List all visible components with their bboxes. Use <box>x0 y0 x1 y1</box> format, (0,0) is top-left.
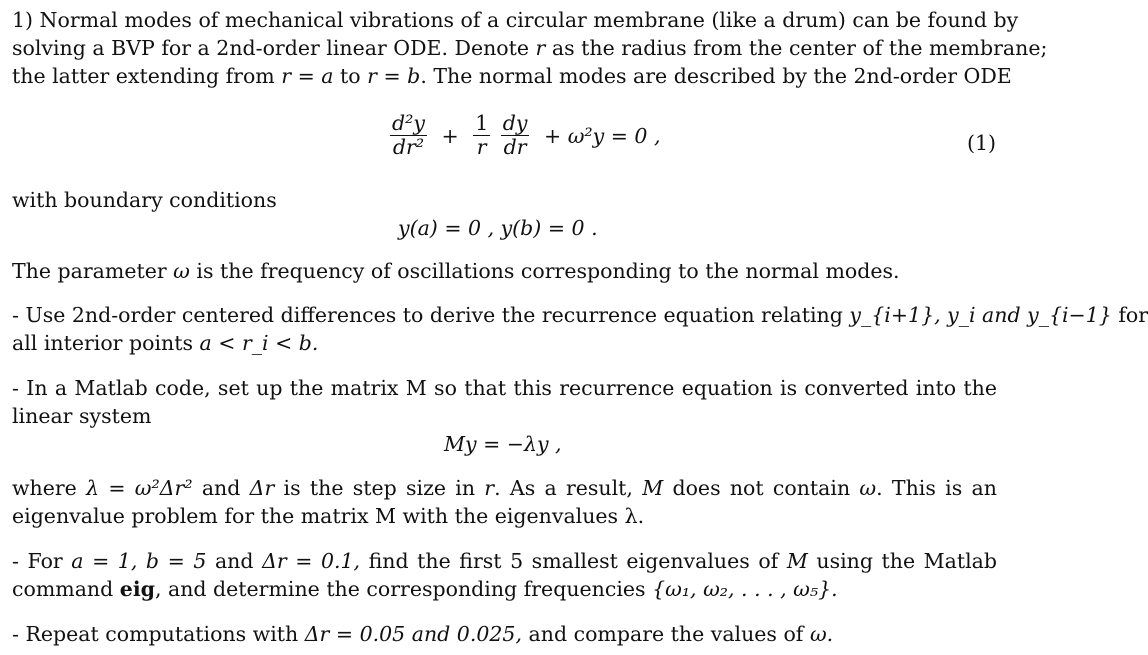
bullet-2-line-2: linear system <box>12 404 152 428</box>
problem-text: , and determine the corresponding frequencies <box>154 577 646 601</box>
problem-line-3 <box>12 64 1012 88</box>
problem-text: all interior points <box>12 331 193 355</box>
problem-text: using the Matlab <box>816 549 998 573</box>
second-derivative-fraction <box>390 112 427 159</box>
problem-text: the latter extending from <box>12 64 275 88</box>
omega-variable: ω <box>173 259 190 283</box>
fraction-denominator: dr² <box>392 135 425 159</box>
problem-text: command <box>12 577 114 601</box>
problem-text: - For <box>12 549 63 573</box>
fraction-denominator: r <box>476 135 487 159</box>
boundary-conditions: y(a) = 0 , y(b) = 0 . <box>398 216 598 240</box>
problem-text: is the frequency of oscillations corresponding to the normal modes. <box>196 259 900 283</box>
problem-text: . As a result, <box>494 476 633 500</box>
lambda-definition: λ = ω²Δr² <box>86 476 193 500</box>
step-size-symbol: Δr <box>249 476 275 500</box>
problem-text: for <box>1118 303 1148 327</box>
problem-text: where <box>12 476 77 500</box>
ode-equation <box>388 112 667 159</box>
problem-text: 1) Normal modes of mechanical vibrations of a circular membrane (like a drum) can be found by <box>12 8 1019 32</box>
problem-text: . The normal modes are described by the 2nd-order ODE <box>420 64 1012 88</box>
problem-text: find the first 5 smallest eigenvalues of <box>368 549 779 573</box>
where-line-1 <box>12 476 997 500</box>
problem-text: The parameter <box>12 259 167 283</box>
problem-text: . This is an <box>876 476 997 500</box>
problem-line-1 <box>12 8 1019 32</box>
linear-system-equation: My = −λy , <box>444 432 562 456</box>
bullet-4-line <box>12 622 833 646</box>
problem-text: and compare the values of <box>528 622 804 646</box>
equation-tail: + ω²y = 0 , <box>544 123 661 148</box>
bullet-1-line-2 <box>12 331 318 355</box>
interior-points-expr: a < r_i < b. <box>199 331 319 355</box>
parameter-a: a = 1, <box>71 549 138 573</box>
plus-sign: + <box>441 123 459 148</box>
fraction-numerator: d²y <box>392 111 425 135</box>
problem-text: is the step size in <box>283 476 476 500</box>
fraction-numerator: 1 <box>475 111 489 135</box>
bullet-3-line-2 <box>12 577 838 601</box>
bullet-3-line-1 <box>12 549 997 573</box>
matrix-symbol: M <box>642 476 664 500</box>
radius-variable: r <box>484 476 495 500</box>
problem-text: does not contain <box>672 476 851 500</box>
problem-text: and <box>214 549 254 573</box>
omega-variable: ω. <box>809 622 834 646</box>
problem-text: as the radius from the center of the membrane; <box>551 36 1048 60</box>
problem-text: - Repeat computations with <box>12 622 299 646</box>
fraction-numerator: dy <box>502 111 528 135</box>
bullet-1-line-1 <box>12 303 1148 327</box>
frequency-set: {ω₁, ω₂, . . . , ω₅}. <box>652 577 838 601</box>
problem-text: and <box>201 476 241 500</box>
one-over-r-fraction <box>473 112 490 159</box>
domain-end: r = b <box>367 64 421 88</box>
parameter-line <box>12 259 900 283</box>
first-derivative-fraction <box>501 112 530 159</box>
domain-start: r = a <box>281 64 334 88</box>
equation-number: (1) <box>966 131 996 155</box>
omega-variable: ω <box>859 476 877 500</box>
bullet-2-line-1: - In a Matlab code, set up the matrix M so that this recurrence equation is converted into the <box>12 376 997 400</box>
problem-line-2 <box>12 36 1048 60</box>
step-size-value: Δr = 0.1, <box>262 549 361 573</box>
where-line-2: eigenvalue problem for the matrix M with the eigenvalues λ. <box>12 504 645 528</box>
recurrence-terms: y_{i+1}, y_i and y_{i−1} <box>849 303 1112 327</box>
matrix-symbol: M <box>786 549 808 573</box>
fraction-denominator: dr <box>503 135 527 159</box>
matlab-command: eig <box>119 577 155 601</box>
problem-text: - Use 2nd-order centered differences to derive the recurrence equation relating <box>12 303 843 327</box>
boundary-label: with boundary conditions <box>12 188 277 212</box>
problem-text: to <box>340 64 361 88</box>
parameter-b: b = 5 <box>145 549 207 573</box>
step-size-values: Δr = 0.05 and 0.025, <box>304 622 522 646</box>
problem-text: solving a BVP for a 2nd-order linear ODE. Denote <box>12 36 530 60</box>
radius-variable: r <box>535 36 546 60</box>
